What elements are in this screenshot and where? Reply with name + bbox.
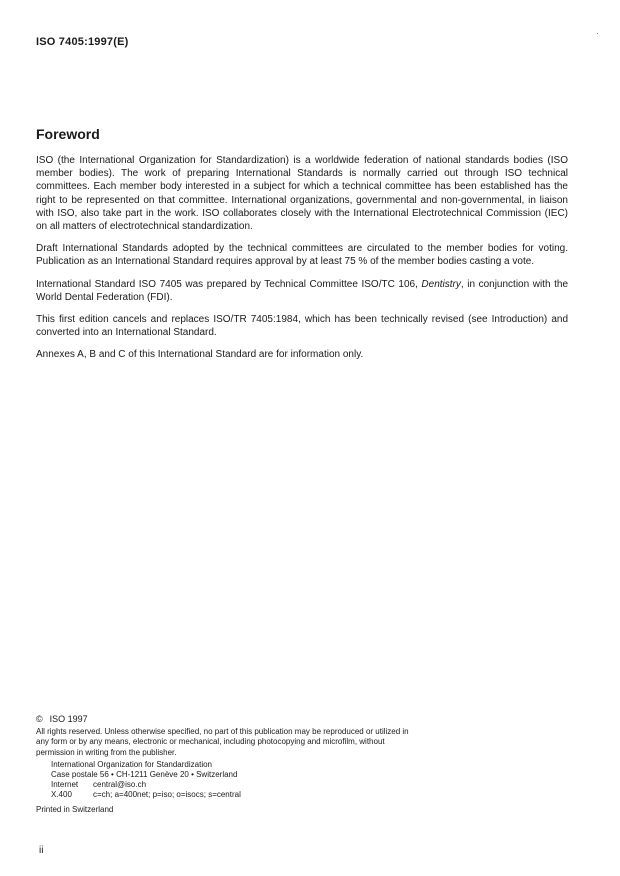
copyright-symbol: © xyxy=(36,714,43,724)
internet-label: Internet xyxy=(51,780,79,790)
rights-statement: All rights reserved. Unless otherwise specified, no part of this publication may be reproduced or utilized in any form or by any means, electronic or mechanical, including photocopying and microfilm, without permission in writing from the publisher. xyxy=(36,727,409,757)
organization-name: International Organization for Standardization xyxy=(51,759,212,769)
scan-mark xyxy=(597,33,598,34)
x400-label: X.400 xyxy=(51,790,72,800)
copyright-block xyxy=(36,714,416,815)
section-title: Foreword xyxy=(36,126,100,142)
internet-row xyxy=(51,780,416,790)
committee-subject: Dentistry xyxy=(421,278,461,290)
x400-value: c=ch; a=400net; p=iso; o=isocs; s=central xyxy=(93,790,241,800)
copyright-line xyxy=(36,714,416,724)
paragraph-draft-standards: Draft International Standards adopted by the technical committees are circulated to the member bodies for voting. Publication as an International Standard requires approval by at least 75 % of the member bodies casting a vote. xyxy=(36,243,568,268)
document-identifier: ISO 7405:1997(E) xyxy=(36,36,129,48)
copyright-year: ISO 1997 xyxy=(49,714,88,724)
preparation-text-end: , in conjunction with the World Dental Federation (FDI). xyxy=(36,278,569,303)
postal-address: Case postale 56 • CH-1211 Genève 20 • Switzerland xyxy=(51,770,238,780)
publisher-address xyxy=(51,760,416,801)
x400-row xyxy=(51,790,416,800)
paragraph-edition: This first edition cancels and replaces ISO/TR 7405:1984, which has been technically revised (see Introduction) and converted into an International Standard. xyxy=(36,314,568,339)
paragraph-preparation xyxy=(36,278,568,304)
foreword-body xyxy=(36,154,568,371)
paragraph-annexes: Annexes A, B and C of this International Standard are for information only. xyxy=(36,349,364,361)
preparation-text-start: International Standard ISO 7405 was prepared by Technical Committee ISO/TC 106, xyxy=(36,278,422,290)
page-number: ii xyxy=(39,845,44,856)
internet-value: central@iso.ch xyxy=(93,780,147,790)
printed-in: Printed in Switzerland xyxy=(36,804,114,814)
paragraph-iso-overview: ISO (the International Organization for Standardization) is a worldwide federation of national standards bodies (ISO member bodies). The work of preparing International Standards is normally carried out through ISO technical committees. Each member body interested in a subject for which a technical committee has been established has the right to be represented on that committee. International organizations, governmental and non-governmental, in liaison with ISO, also take part in the work. ISO collaborates closely with the International Electrotechnical Commission (IEC) on all matters of electrotechnical standardization. xyxy=(36,155,568,233)
